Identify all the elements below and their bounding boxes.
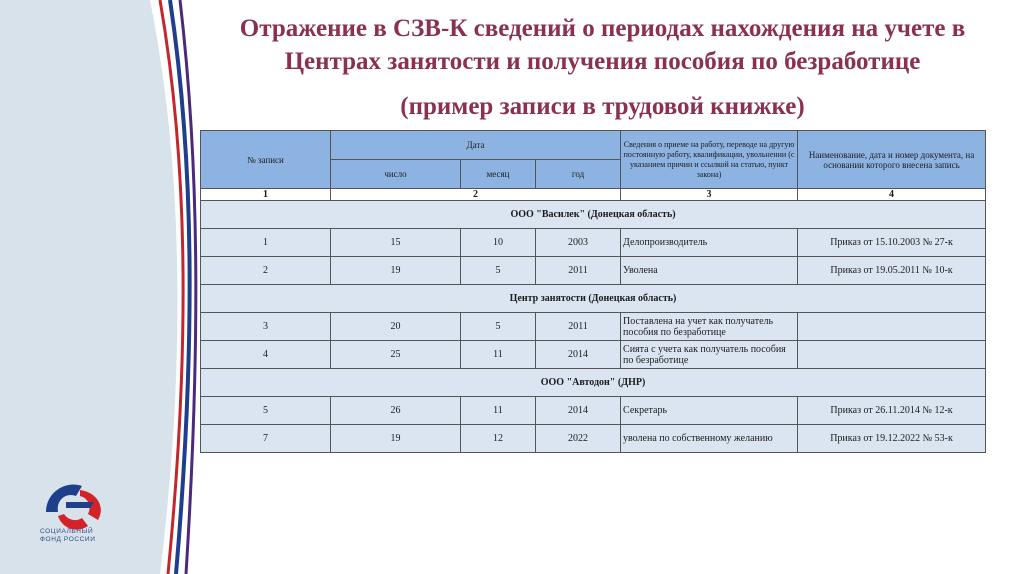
cell-month: 12: [461, 425, 536, 453]
logo-line-1: СОЦИАЛЬНЫЙ: [40, 528, 94, 535]
cell-num: 5: [201, 397, 331, 425]
org-group-row: [201, 285, 986, 313]
cell-num: 7: [201, 425, 331, 453]
logo-caption: [40, 528, 130, 544]
table-row: [201, 229, 986, 257]
cell-month: 5: [461, 257, 536, 285]
org-name: ООО "Автодон" (ДНР): [201, 369, 986, 397]
cell-day: 19: [331, 257, 461, 285]
cell-doc: Приказ от 19.12.2022 № 53-к: [798, 425, 986, 453]
table-row: [201, 425, 986, 453]
header-month: месяц: [461, 160, 536, 189]
cell-month: 11: [461, 397, 536, 425]
cell-year: 2011: [536, 313, 621, 341]
employment-records-table: [200, 130, 986, 453]
cell-info: Сията с учета как получатель пособия по безработице: [621, 341, 798, 369]
cell-day: 19: [331, 425, 461, 453]
cell-doc: [798, 313, 986, 341]
cell-doc: Приказ от 26.11.2014 № 12-к: [798, 397, 986, 425]
cell-year: 2014: [536, 397, 621, 425]
header-year: год: [536, 160, 621, 189]
cell-day: 26: [331, 397, 461, 425]
table-row: [201, 397, 986, 425]
cell-info: Уволена: [621, 257, 798, 285]
org-name: Центр занятости (Донецкая область): [201, 285, 986, 313]
org-name: ООО "Василек" (Донецкая область): [201, 201, 986, 229]
column-number: 4: [798, 189, 986, 201]
column-number-row: [201, 189, 986, 201]
column-number: 3: [621, 189, 798, 201]
cell-year: 2014: [536, 341, 621, 369]
cell-info: Делопроизводитель: [621, 229, 798, 257]
cell-info: Поставлена на учет как получатель пособия по безработице: [621, 313, 798, 341]
cell-month: 11: [461, 341, 536, 369]
header-date: Дата: [331, 131, 621, 160]
logo-line-2: ФОНД РОССИИ: [40, 536, 96, 543]
cell-doc: Приказ от 15.10.2003 № 27-к: [798, 229, 986, 257]
column-number: 1: [201, 189, 331, 201]
org-group-row: [201, 201, 986, 229]
cell-month: 5: [461, 313, 536, 341]
page-subtitle: (пример записи в трудовой книжке): [400, 93, 805, 120]
cell-info: уволена по собственному желанию: [621, 425, 798, 453]
table-row: [201, 341, 986, 369]
cell-month: 10: [461, 229, 536, 257]
cell-year: 2011: [536, 257, 621, 285]
header-record-number: № записи: [201, 131, 331, 189]
cell-day: 15: [331, 229, 461, 257]
page-title: Отражение в СЗВ-К сведений о периодах нахождения на учете в Центрах занятости и получения пособия по безработице: [239, 15, 966, 75]
cell-info: Секретарь: [621, 397, 798, 425]
cell-year: 2003: [536, 229, 621, 257]
cell-num: 1: [201, 229, 331, 257]
cell-num: 3: [201, 313, 331, 341]
header-info: Сведения о приеме на работу, переводе на другую постоянную работу, квалификации, увольнении (с указанием причин и ссылкой на статью, пункт закона): [621, 131, 798, 189]
cell-year: 2022: [536, 425, 621, 453]
cell-doc: [798, 341, 986, 369]
cell-num: 2: [201, 257, 331, 285]
org-group-row: [201, 369, 986, 397]
cell-doc: Приказ от 19.05.2011 № 10-к: [798, 257, 986, 285]
column-number: 2: [331, 189, 621, 201]
cell-num: 4: [201, 341, 331, 369]
cell-day: 20: [331, 313, 461, 341]
header-day: число: [331, 160, 461, 189]
table-row: [201, 313, 986, 341]
header-document: Наименование, дата и номер документа, на основании которого внесена запись: [798, 131, 986, 189]
cell-day: 25: [331, 341, 461, 369]
table-row: [201, 257, 986, 285]
